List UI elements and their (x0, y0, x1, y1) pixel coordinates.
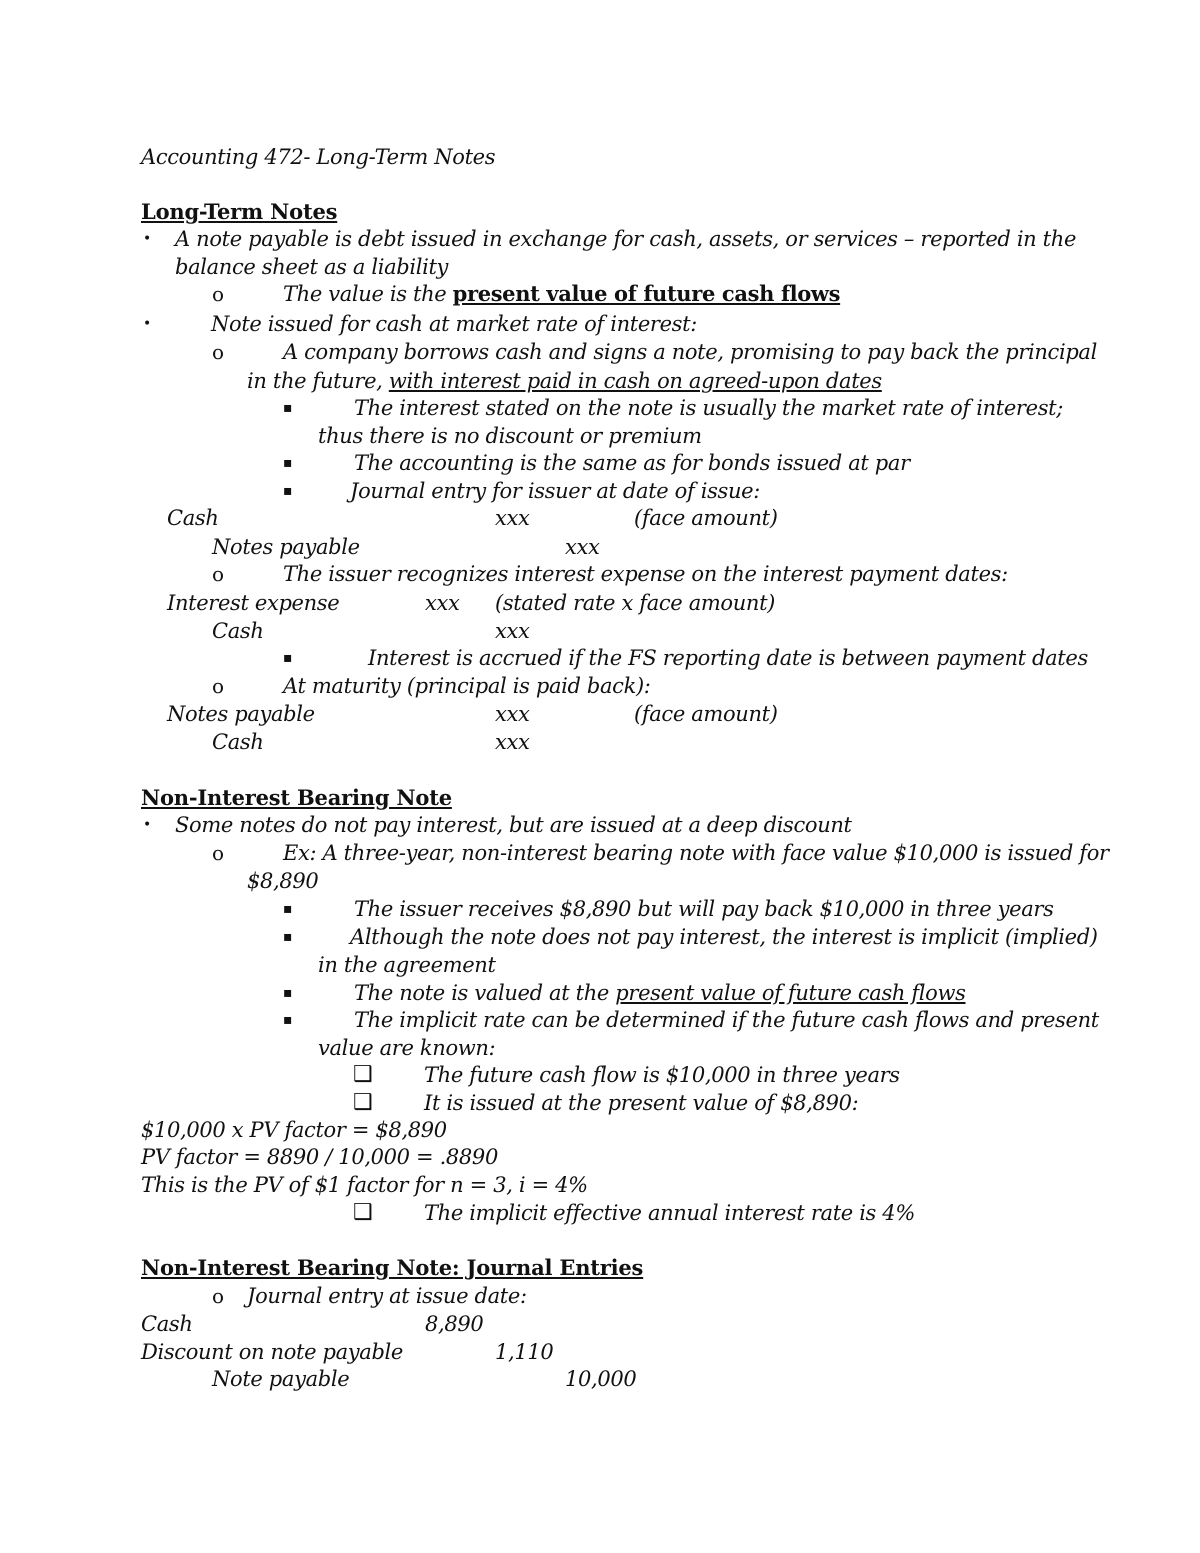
checkbox-marker: ❑ (353, 1200, 373, 1225)
je-note: (face amount) (634, 702, 778, 726)
bullet-text-continued: balance sheet as a liability (175, 255, 449, 279)
bullet-marker: • (143, 817, 152, 833)
sub-bullet-text: At maturity (principal is paid back): (283, 674, 651, 698)
sub-sub-bullet-text: Although the note does not pay interest, the interest is implicit (implied) (350, 925, 1098, 949)
calculation-line: This is the PV of $1 factor for n = 3, i = 4% (141, 1173, 588, 1197)
je-debit-amount: 8,890 (425, 1312, 484, 1336)
checkbox-marker: ❑ (353, 1062, 373, 1087)
bullet-text: Note issued for cash at market rate of interest: (211, 312, 697, 336)
sub-bullet-text: The value is the present value of future cash flows (283, 281, 841, 306)
square-marker: ▪ (283, 650, 293, 666)
section-heading-non-interest-bearing-note: Non-Interest Bearing Note (141, 785, 452, 810)
je-account: Note payable (212, 1367, 350, 1391)
sub-bullet-text: Journal entry at issue date: (247, 1284, 527, 1308)
sub-bullet-text-continued: in the future, with interest paid in cash on agreed-upon dates (247, 369, 882, 393)
checklist-text: The future cash flow is $10,000 in three years (424, 1063, 900, 1087)
sub-sub-bullet-text: Interest is accrued if the FS reporting date is between payment dates (368, 646, 1088, 670)
circle-marker: o (212, 841, 225, 865)
je-debit-amount: xxx (495, 506, 530, 530)
square-marker: ▪ (283, 901, 293, 917)
square-marker: ▪ (283, 985, 293, 1001)
je-credit-amount: 10,000 (565, 1367, 637, 1391)
je-note: (face amount) (634, 506, 778, 530)
checklist-text: It is issued at the present value of $8,890: (424, 1091, 859, 1115)
square-marker: ▪ (283, 1012, 293, 1028)
je-account: Discount on note payable (141, 1340, 403, 1364)
je-credit-amount: xxx (565, 535, 600, 559)
circle-marker: o (212, 340, 225, 364)
je-debit-amount: xxx (425, 591, 460, 615)
square-marker: ▪ (283, 400, 293, 416)
bullet-text: Some notes do not pay interest, but are issued at a deep discount (175, 813, 852, 837)
sub-bullet-text: Ex: A three-year, non-interest bearing note with face value $10,000 is issued for (283, 841, 1109, 865)
square-marker: ▪ (283, 455, 293, 471)
section-heading-long-term-notes: Long-Term Notes (141, 199, 338, 224)
sub-sub-bullet-text-continued: thus there is no discount or premium (318, 424, 702, 448)
je-account: Cash (212, 730, 264, 754)
sub-sub-bullet-text: The interest stated on the note is usually the market rate of interest; (354, 396, 1063, 420)
je-account: Cash (167, 506, 219, 530)
sub-bullet-text: A company borrows cash and signs a note, promising to pay back the principal (283, 340, 1097, 364)
je-note: (stated rate x face amount) (495, 591, 775, 615)
square-marker: ▪ (283, 929, 293, 945)
checklist-text: The implicit effective annual interest rate is 4% (424, 1201, 915, 1225)
sub-sub-bullet-text-continued: in the agreement (318, 953, 496, 977)
checkbox-marker: ❑ (353, 1090, 373, 1115)
sub-sub-bullet-text: The accounting is the same as for bonds issued at par (354, 451, 910, 475)
underlined-phrase: present value of future cash flows (615, 981, 966, 1005)
je-account: Notes payable (212, 535, 360, 559)
je-account: Interest expense (167, 591, 340, 615)
calculation-line: PV factor = 8890 / 10,000 = .8890 (141, 1145, 498, 1169)
sub-bullet-text: The issuer recognizes interest expense on the interest payment dates: (283, 562, 1008, 586)
calculation-line: $10,000 x PV factor = $8,890 (141, 1118, 447, 1142)
bullet-marker: • (143, 231, 152, 247)
underlined-phrase: with interest paid in cash on agreed-upon dates (388, 369, 882, 393)
sub-sub-bullet-text: The implicit rate can be determined if the future cash flows and present (354, 1008, 1099, 1032)
sub-bullet-text-continued: $8,890 (247, 869, 319, 893)
section-heading-journal-entries: Non-Interest Bearing Note: Journal Entries (141, 1255, 644, 1280)
document-title: Accounting 472- Long-Term Notes (141, 145, 496, 169)
sub-sub-bullet-text: The note is valued at the present value of future cash flows (354, 981, 966, 1005)
sub-sub-bullet-text: The issuer receives $8,890 but will pay back $10,000 in three years (354, 897, 1054, 921)
je-account: Notes payable (167, 702, 315, 726)
je-account: Cash (212, 619, 264, 643)
je-debit-amount: 1,110 (495, 1340, 554, 1364)
emphasis-present-value: present value of future cash flows (452, 281, 841, 306)
je-account: Cash (141, 1312, 193, 1336)
sub-sub-bullet-text: Journal entry for issuer at date of issue: (350, 479, 760, 503)
circle-marker: o (212, 674, 225, 698)
bullet-text: A note payable is debt issued in exchange for cash, assets, or services – reported in the (175, 227, 1077, 251)
sub-sub-bullet-text-continued: value are known: (318, 1036, 496, 1060)
je-debit-amount: xxx (495, 702, 530, 726)
circle-marker: o (212, 282, 225, 306)
je-credit-amount: xxx (495, 619, 530, 643)
square-marker: ▪ (283, 483, 293, 499)
bullet-marker: • (143, 316, 152, 332)
je-credit-amount: xxx (495, 730, 530, 754)
circle-marker: o (212, 562, 225, 586)
circle-marker: o (212, 1284, 225, 1308)
